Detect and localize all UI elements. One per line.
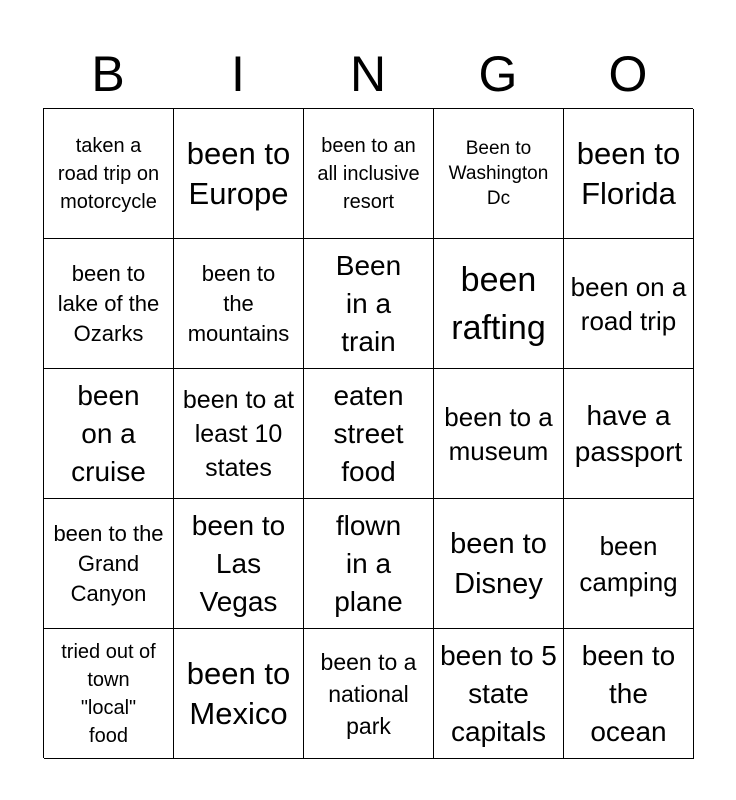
header-letter-b: B bbox=[91, 46, 125, 102]
bingo-cell[interactable] bbox=[564, 629, 694, 759]
bingo-cell[interactable] bbox=[304, 109, 434, 239]
bingo-cell[interactable] bbox=[174, 629, 304, 759]
cell-text: been to the ocean bbox=[581, 639, 676, 747]
header-letter-i: I bbox=[231, 46, 245, 102]
bingo-cell[interactable] bbox=[174, 239, 304, 369]
bingo-header bbox=[43, 40, 693, 108]
cell-text: eaten street food bbox=[333, 379, 404, 487]
cell-text: been to Disney bbox=[450, 527, 547, 600]
bingo-cell[interactable] bbox=[44, 239, 174, 369]
bingo-cell[interactable] bbox=[434, 239, 564, 369]
bingo-cell[interactable] bbox=[564, 239, 694, 369]
cell-text: have a passport bbox=[574, 399, 683, 467]
bingo-cell[interactable] bbox=[44, 369, 174, 499]
bingo-cell[interactable] bbox=[304, 629, 434, 759]
cell-text: flown in a plane bbox=[334, 509, 403, 617]
cell-text: been to Europe bbox=[186, 135, 291, 211]
bingo-cell[interactable] bbox=[434, 369, 564, 499]
cell-text: tried out of town "local" food bbox=[61, 640, 156, 747]
bingo-cell[interactable] bbox=[174, 369, 304, 499]
header-letter-o: O bbox=[608, 46, 648, 102]
bingo-cell[interactable] bbox=[304, 499, 434, 629]
bingo-cell[interactable] bbox=[44, 629, 174, 759]
header-letter-n: N bbox=[349, 46, 387, 102]
cell-text: been to lake of the Ozarks bbox=[57, 260, 160, 346]
bingo-cell[interactable] bbox=[434, 629, 564, 759]
bingo-cell[interactable] bbox=[304, 369, 434, 499]
cell-text: been to the Grand Canyon bbox=[53, 520, 164, 606]
cell-text: been to at least 10 states bbox=[182, 385, 295, 482]
cell-text: been on a cruise bbox=[71, 379, 146, 487]
cell-text: been to the mountains bbox=[187, 260, 290, 346]
bingo-cell[interactable] bbox=[564, 499, 694, 629]
cell-text: been on a road trip bbox=[570, 271, 687, 336]
bingo-board bbox=[43, 108, 693, 758]
bingo-cell[interactable] bbox=[44, 109, 174, 239]
cell-text: been camping bbox=[579, 530, 678, 597]
bingo-cell[interactable] bbox=[434, 109, 564, 239]
cell-text: been to an all inclusive resort bbox=[317, 134, 420, 213]
cell-text: been to a national park bbox=[320, 648, 417, 739]
cell-text: Been to Washington Dc bbox=[448, 138, 549, 209]
bingo-cell[interactable] bbox=[304, 239, 434, 369]
bingo-cell[interactable] bbox=[564, 109, 694, 239]
cell-text: been to Mexico bbox=[186, 655, 291, 731]
bingo-cell[interactable] bbox=[434, 499, 564, 629]
cell-text: been to 5 state capitals bbox=[440, 639, 557, 747]
bingo-cell[interactable] bbox=[174, 109, 304, 239]
cell-text: taken a road trip on motorcycle bbox=[57, 134, 160, 213]
header-letter-g: G bbox=[478, 46, 518, 102]
cell-text: been to Florida bbox=[576, 135, 681, 211]
bingo-cell[interactable] bbox=[174, 499, 304, 629]
cell-text: been to Las Vegas bbox=[191, 509, 286, 617]
bingo-cell[interactable] bbox=[564, 369, 694, 499]
cell-text: been rafting bbox=[451, 260, 546, 347]
cell-text: been to a museum bbox=[444, 401, 553, 466]
cell-text: Been in a train bbox=[335, 249, 402, 357]
bingo-cell[interactable] bbox=[44, 499, 174, 629]
